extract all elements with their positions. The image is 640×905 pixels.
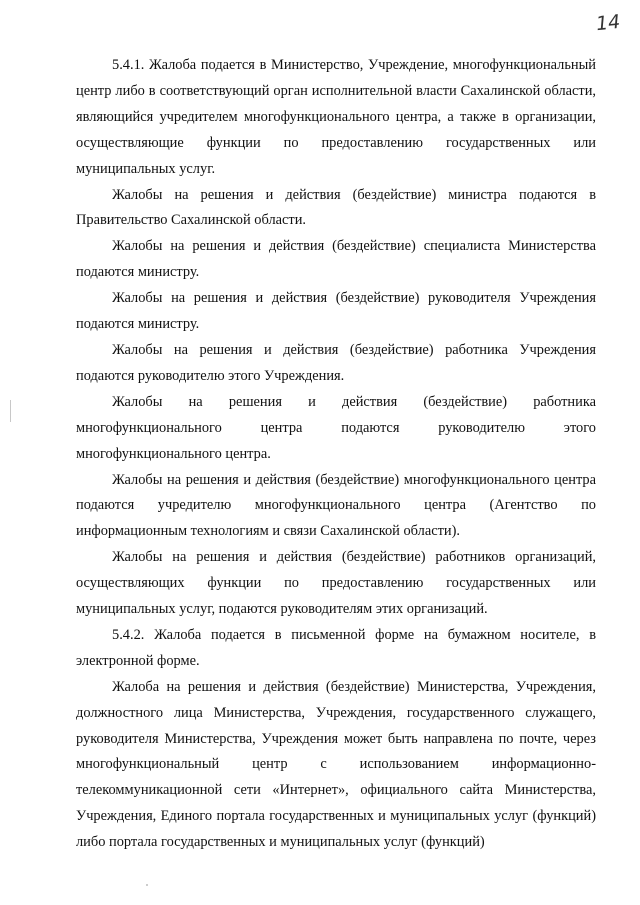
paragraph-mfc-complaints: Жалобы на решения и действия (бездействие) многофункционального центра подаются учредителю многофункционального центра (Агентство по информационным технологиям и связи Сахалинской области). bbox=[76, 471, 596, 540]
scan-speck bbox=[146, 884, 148, 886]
paragraph-specialist-complaints: Жалобы на решения и действия (бездействие) специалиста Министерства подаются министру. bbox=[76, 238, 596, 281]
page-number: 14 bbox=[594, 10, 622, 36]
scan-margin-mark bbox=[10, 400, 11, 422]
paragraph-minister-complaints: Жалобы на решения и действия (бездействие) министра подаются в Правительство Сахалинской области. bbox=[76, 186, 596, 229]
paragraph-5-4-1: 5.4.1. Жалоба подается в Министерство, Учреждение, многофункциональный центр либо в соответствующий орган исполнительной власти Сахалинской области, являющийся учредителем многофункционального центра, а также в организации, осуществляющие функции по предоставлению государственных или муниципальных услуг. bbox=[76, 57, 596, 177]
paragraph-organization-employee-complaints: Жалобы на решения и действия (бездействие) работников организаций, осуществляющих функции по предоставлению государственных или муниципальных услуг, подаются руководителям этих организаций. bbox=[76, 549, 596, 618]
paragraph-institution-head-complaints: Жалобы на решения и действия (бездействие) руководителя Учреждения подаются министру. bbox=[76, 290, 596, 333]
document-text bbox=[76, 53, 596, 856]
paragraph-mfc-employee-complaints: Жалобы на решения и действия (бездействие) работника многофункционального центра подаются руководителю этого многофункционального центра. bbox=[76, 393, 596, 462]
paragraph-institution-employee-complaints: Жалобы на решения и действия (бездействие) работника Учреждения подаются руководителю этого Учреждения. bbox=[76, 341, 596, 384]
paragraph-submission-channels: Жалоба на решения и действия (бездействие) Министерства, Учреждения, должностного лица Министерства, Учреждения, государственного служащего, руководителя Министерства, Учреждения может быть направлена по почте, через многофункциональный центр с использованием информационно-телекоммуникационной сети «Интернет», официального сайта Министерства, Учреждения, Единого портала государственных и муниципальных услуг (функций) либо портала государственных и муниципальных услуг (функций) bbox=[76, 678, 596, 851]
paragraph-5-4-2: 5.4.2. Жалоба подается в письменной форме на бумажном носителе, в электронной форме. bbox=[76, 626, 596, 669]
